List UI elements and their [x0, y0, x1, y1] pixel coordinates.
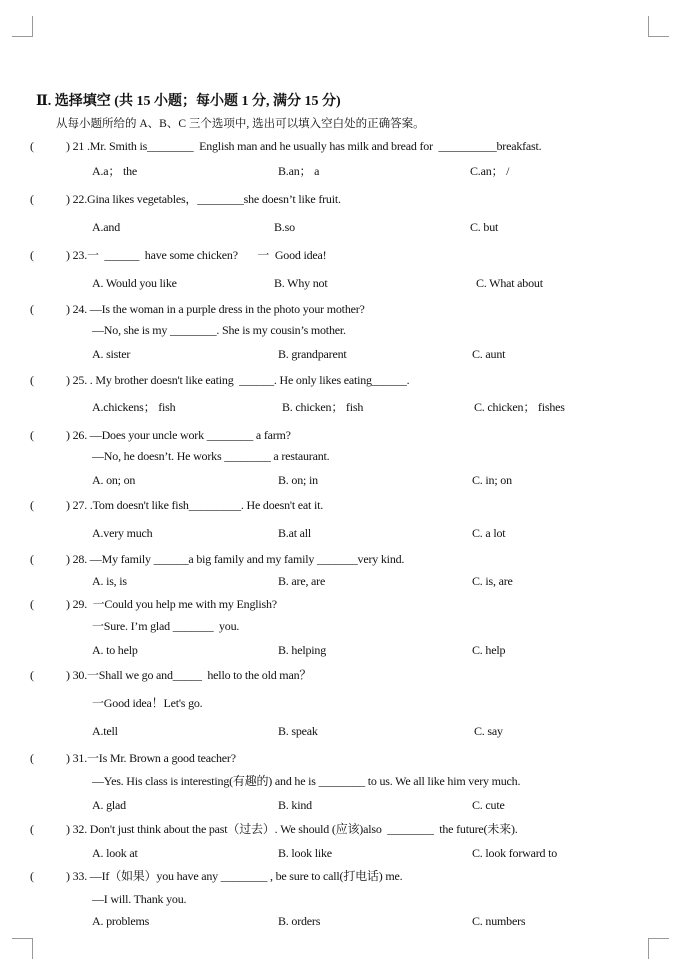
question-stem: ) 26. —Does your uncle work ________ a farm?: [66, 428, 291, 442]
option-b: B.so: [274, 220, 295, 234]
option-a: A.a； the: [92, 164, 138, 178]
option-c: C. chicken； fishes: [474, 400, 565, 414]
option-a: A. look at: [92, 846, 138, 860]
question-stem: ) 32. Don't just think about the past（过去）. We should (应该)also ________ the future(未来).: [66, 822, 518, 836]
option-b: B. helping: [278, 643, 326, 657]
question-stem: ) 22.Gina likes vegetables，________she doesn’t like fruit.: [66, 192, 341, 206]
answer-paren: (: [30, 597, 34, 611]
answer-paren: (: [30, 751, 34, 765]
answer-paren: (: [30, 668, 34, 682]
option-c: C. look forward to: [472, 846, 558, 860]
question-sub-line: 一Sure. I’m glad _______ you.: [92, 619, 240, 633]
answer-paren: (: [30, 373, 34, 387]
option-b: B. grandparent: [278, 347, 347, 361]
question-stem: ) 31.一Is Mr. Brown a good teacher?: [66, 751, 236, 765]
question-stem: ) 33. —If（如果）you have any ________ , be sure to call(打电话) me.: [66, 869, 403, 883]
option-a: A.and: [92, 220, 120, 234]
option-a: A.tell: [92, 724, 118, 738]
crop-mark-top-right: [648, 16, 669, 37]
question-stem: ) 25. . My brother doesn't like eating ______. He only likes eating______.: [66, 373, 410, 387]
option-b: B. Why not: [274, 276, 328, 290]
question-stem: ) 23.一 ______ have some chicken? 一 Good idea!: [66, 248, 327, 262]
option-a: A. Would you like: [92, 276, 177, 290]
option-c: C. What about: [476, 276, 543, 290]
option-b: B. chicken； fish: [282, 400, 364, 414]
crop-mark-bottom-right: [648, 938, 669, 959]
option-b: B. are, are: [278, 574, 326, 588]
option-b: B. look like: [278, 846, 332, 860]
question-stem: ) 24. —Is the woman in a purple dress in the photo your mother?: [66, 302, 365, 316]
crop-mark-bottom-left: [12, 938, 33, 959]
option-c: C. say: [474, 724, 503, 738]
option-a: A. is, is: [92, 574, 127, 588]
option-b: B. kind: [278, 798, 312, 812]
option-a: A. on; on: [92, 473, 136, 487]
question-sub-line: 一Good idea！Let's go.: [92, 696, 203, 710]
option-c: C. but: [470, 220, 499, 234]
answer-paren: (: [30, 139, 34, 153]
answer-paren: (: [30, 428, 34, 442]
question-sub-line: —No, he doesn’t. He works ________ a restaurant.: [92, 449, 330, 463]
question-stem: ) 21 .Mr. Smith is________ English man and he usually has milk and bread for __________breakfast.: [66, 139, 542, 153]
option-c: C. help: [472, 643, 506, 657]
option-c: C. is, are: [472, 574, 513, 588]
section-instruction: 从每小题所给的 A、B、C 三个选项中, 选出可以填入空白处的正确答案。: [56, 118, 425, 130]
answer-paren: (: [30, 498, 34, 512]
option-a: A.chickens； fish: [92, 400, 176, 414]
question-sub-line: —I will. Thank you.: [92, 892, 187, 906]
option-a: A. problems: [92, 914, 150, 928]
option-c: C. in; on: [472, 473, 512, 487]
crop-mark-top-left: [12, 16, 33, 37]
option-c: C. cute: [472, 798, 505, 812]
question-sub-line: —No, she is my ________. She is my cousin’s mother.: [92, 323, 346, 337]
option-a: A. to help: [92, 643, 138, 657]
option-a: A.very much: [92, 526, 153, 540]
question-stem: ) 27. .Tom doesn't like fish_________. He doesn't eat it.: [66, 498, 324, 512]
answer-paren: (: [30, 302, 34, 316]
option-a: A. sister: [92, 347, 131, 361]
question-stem: ) 29. 一Could you help me with my English?: [66, 597, 277, 611]
section-heading: Ⅱ. 选择填空 (共 15 小题；每小题 1 分, 满分 15 分): [36, 94, 341, 109]
option-b: B. on; in: [278, 473, 318, 487]
option-c: C. numbers: [472, 914, 526, 928]
option-c: C.an； /: [470, 164, 510, 178]
answer-paren: (: [30, 248, 34, 262]
question-sub-line: —Yes. His class is interesting(有趣的) and he is ________ to us. We all like him very much.: [92, 774, 521, 788]
question-stem: ) 28. —My family ______a big family and my family _______very kind.: [66, 552, 405, 566]
option-a: A. glad: [92, 798, 126, 812]
answer-paren: (: [30, 869, 34, 883]
option-b: B. orders: [278, 914, 321, 928]
option-b: B.an； a: [278, 164, 320, 178]
question-stem: ) 30.一Shall we go and_____ hello to the old man？: [66, 668, 312, 682]
option-b: B. speak: [278, 724, 318, 738]
option-b: B.at all: [278, 526, 312, 540]
answer-paren: (: [30, 552, 34, 566]
option-c: C. a lot: [472, 526, 506, 540]
answer-paren: (: [30, 192, 34, 206]
answer-paren: (: [30, 822, 34, 836]
option-c: C. aunt: [472, 347, 506, 361]
